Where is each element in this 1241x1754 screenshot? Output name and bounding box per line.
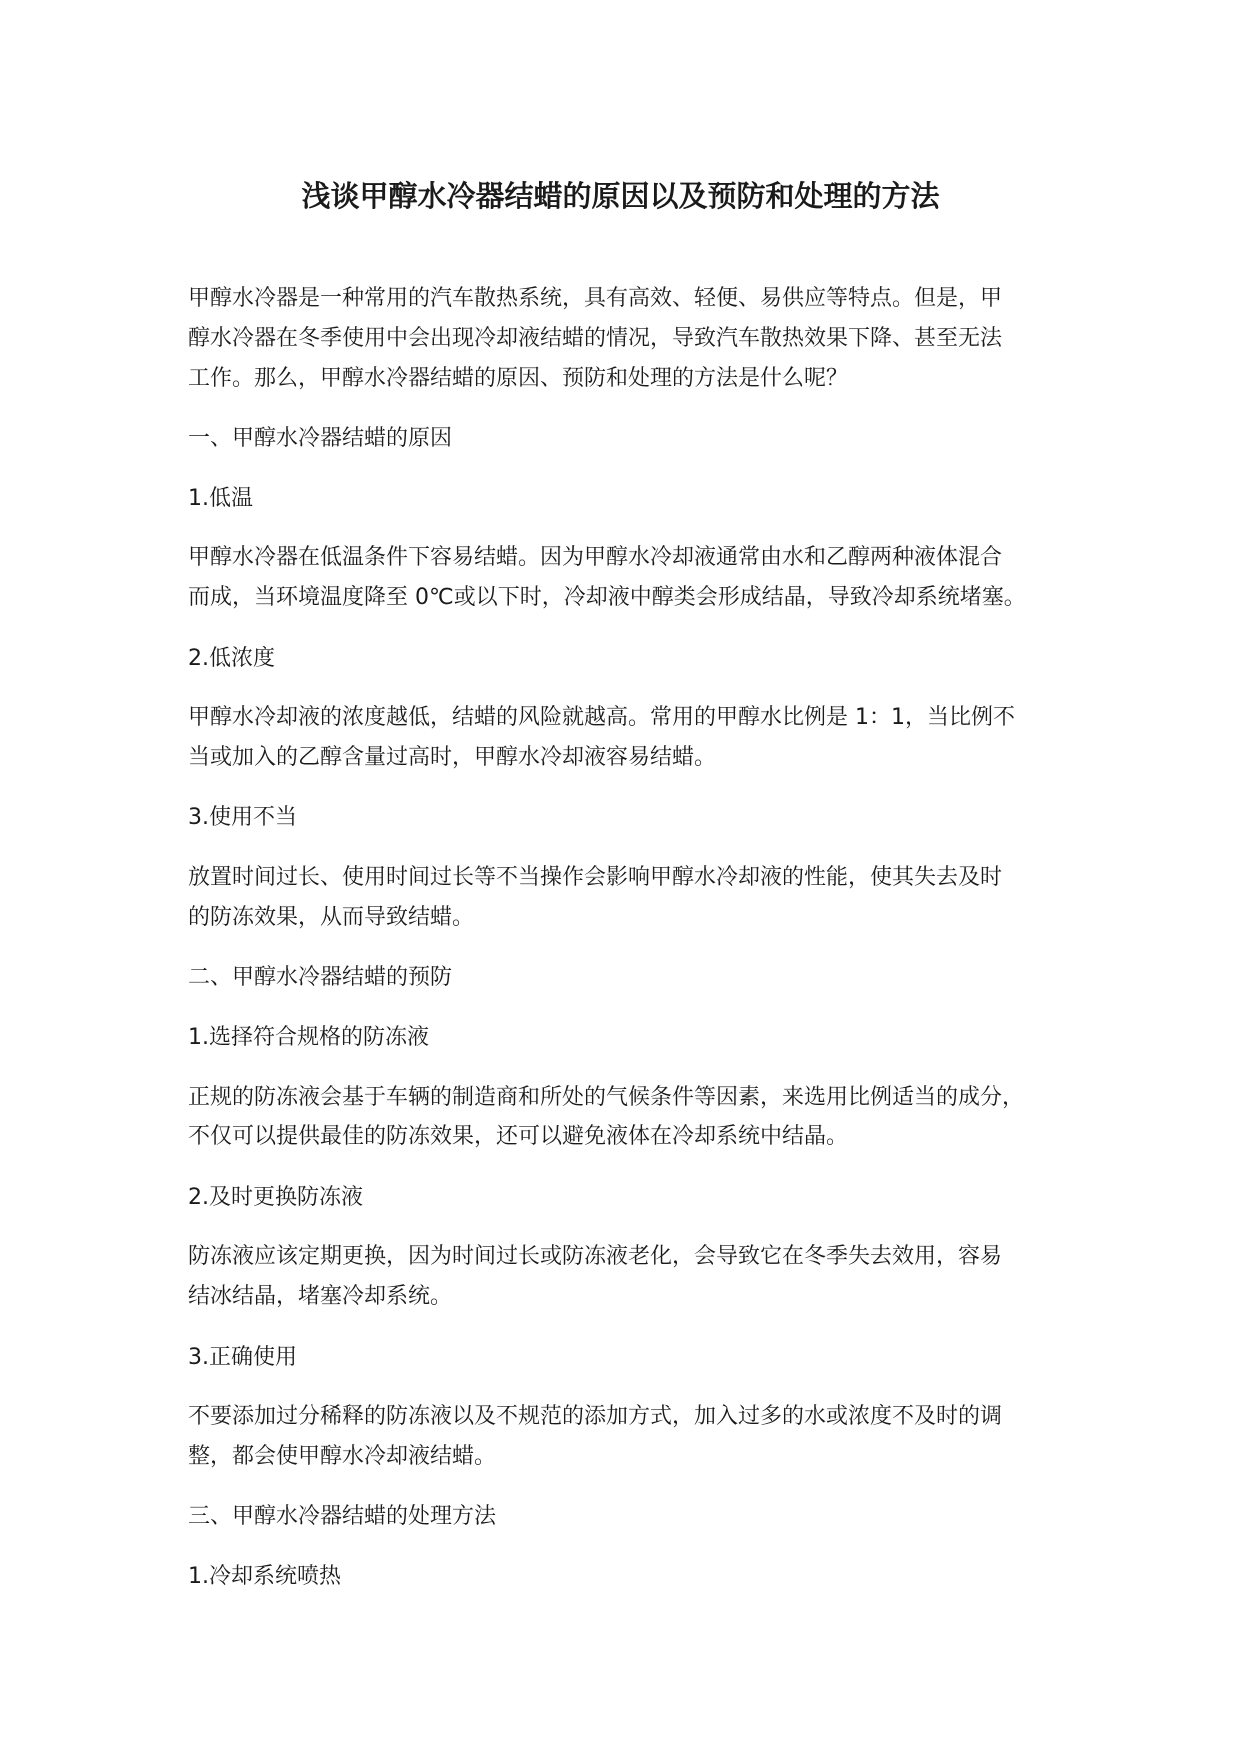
section-2-item-1-heading: 1.选择符合规格的防冻液 bbox=[188, 1025, 429, 1050]
paragraph-line: 正规的防冻液会基于车辆的制造商和所处的气候条件等因素，来选用比例适当的成分， bbox=[188, 1085, 1025, 1110]
paragraph-line: 结冰结晶，堵塞冷却系统。 bbox=[188, 1284, 453, 1309]
section-2-heading: 二、甲醇水冷器结蜡的预防 bbox=[188, 965, 453, 990]
intro-line-1: 甲醇水冷器是一种常用的汽车散热系统，具有高效、轻便、易供应等特点。但是，甲 bbox=[188, 286, 1003, 311]
section-1-item-1-heading: 1.低温 bbox=[188, 486, 253, 511]
section-2-item-2-heading: 2.及时更换防冻液 bbox=[188, 1185, 363, 1210]
section-3-item-1-heading: 1.冷却系统喷热 bbox=[188, 1564, 341, 1589]
intro-line-2: 醇水冷器在冬季使用中会出现冷却液结蜡的情况，导致汽车散热效果下降、甚至无法 bbox=[188, 326, 1003, 351]
paragraph-line: 不要添加过分稀释的防冻液以及不规范的添加方式，加入过多的水或浓度不及时的调 bbox=[188, 1404, 1003, 1429]
section-1-item-2-heading: 2.低浓度 bbox=[188, 646, 275, 671]
paragraph-line: 防冻液应该定期更换，因为时间过长或防冻液老化，会导致它在冬季失去效用，容易 bbox=[188, 1244, 1003, 1269]
intro-line-3: 工作。那么，甲醇水冷器结蜡的原因、预防和处理的方法是什么呢？ bbox=[188, 366, 849, 391]
section-3-heading: 三、甲醇水冷器结蜡的处理方法 bbox=[188, 1504, 497, 1529]
paragraph-line: 整，都会使甲醇水冷却液结蜡。 bbox=[188, 1444, 497, 1469]
paragraph-line: 当或加入的乙醇含量过高时，甲醇水冷却液容易结蜡。 bbox=[188, 745, 717, 770]
paragraph-line: 的防冻效果，从而导致结蜡。 bbox=[188, 905, 475, 930]
section-1-item-3-heading: 3.使用不当 bbox=[188, 805, 297, 830]
paragraph-line: 甲醇水冷却液的浓度越低，结蜡的风险就越高。常用的甲醇水比例是 1：1，当比例不 bbox=[188, 705, 1015, 730]
paragraph-line: 放置时间过长、使用时间过长等不当操作会影响甲醇水冷却液的性能，使其失去及时 bbox=[188, 865, 1003, 890]
section-1-heading: 一、甲醇水冷器结蜡的原因 bbox=[188, 426, 453, 451]
paragraph-line: 不仅可以提供最佳的防冻效果，还可以避免液体在冷却系统中结晶。 bbox=[188, 1124, 849, 1149]
section-2-item-3-heading: 3.正确使用 bbox=[188, 1345, 297, 1370]
paragraph-line: 甲醇水冷器在低温条件下容易结蜡。因为甲醇水冷却液通常由水和乙醇两种液体混合 bbox=[188, 545, 1003, 570]
document-title: 浅谈甲醇水冷器结蜡的原因以及预防和处理的方法 bbox=[301, 179, 940, 213]
paragraph-line: 而成，当环境温度降至 0℃或以下时，冷却液中醇类会形成结晶，导致冷却系统堵塞。 bbox=[188, 585, 1026, 610]
